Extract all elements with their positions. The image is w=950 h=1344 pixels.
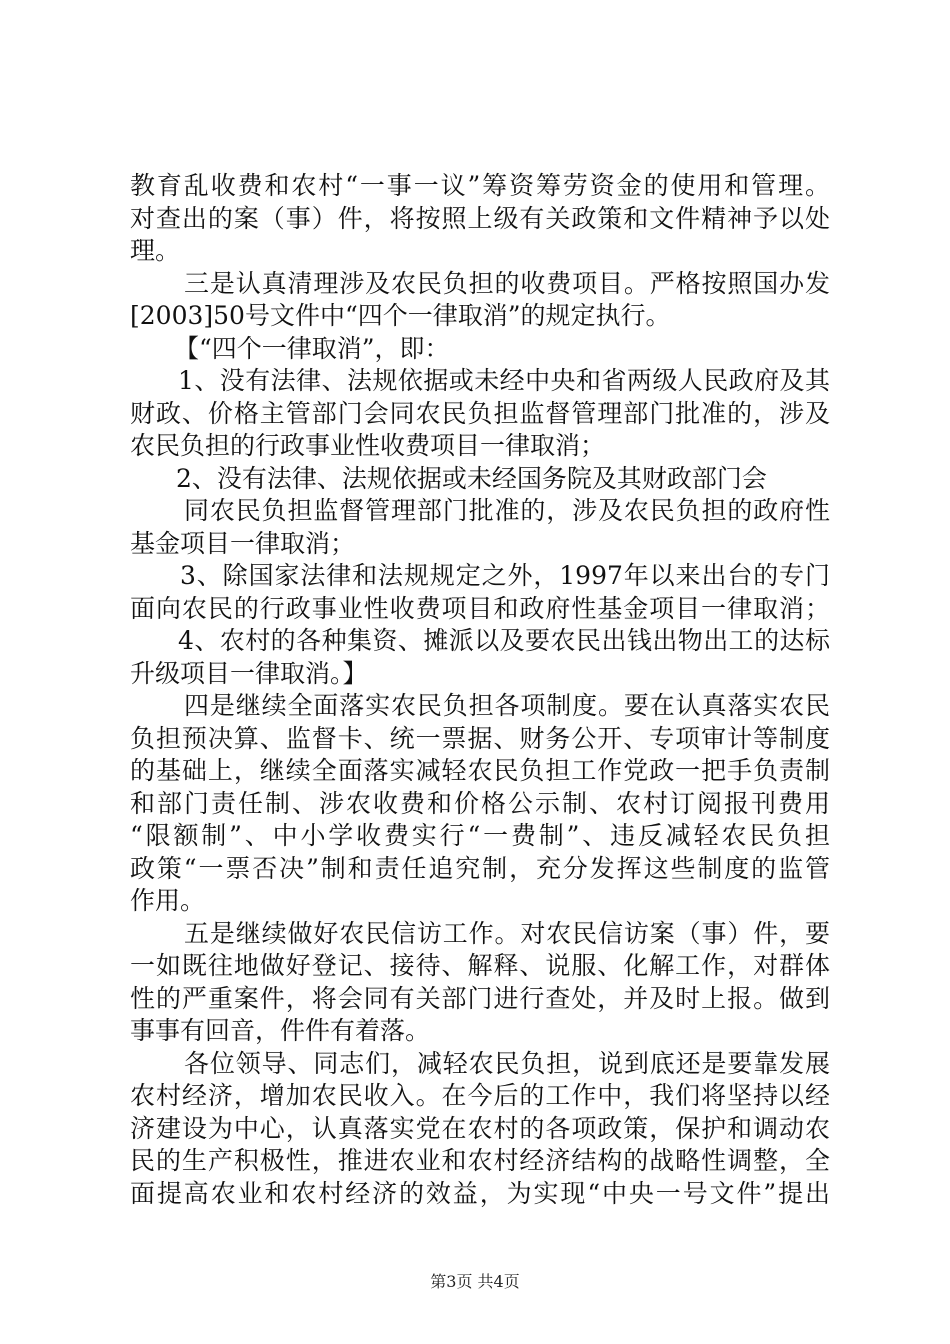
text-line: 对查出的案（事）件，将按照上级有关政策和文件精神予以处 xyxy=(130,203,830,233)
text-line: 事事有回音，件件有着落。 xyxy=(130,1016,431,1045)
text-line: 政策“一票否决”制和责任追究制，充分发挥这些制度的监管 xyxy=(130,853,830,883)
text-line: 各位领导、同志们，减轻农民负担，说到底还是要靠发展 xyxy=(184,1048,830,1078)
text-line: 五是继续做好农民信访工作。对农民信访案（事）件，要 xyxy=(184,918,830,948)
text-line: 作用。 xyxy=(130,886,206,915)
text-line: 农民负担的行政事业性收费项目一律取消； xyxy=(130,431,606,460)
text-line: 一如既往地做好登记、接待、解释、说服、化解工作，对群体 xyxy=(130,951,830,980)
text-line: 三是认真清理涉及农民负担的收费项目。严格按照国办发 xyxy=(184,268,830,298)
text-line: “限额制”、中小学收费实行“一费制”、违反减轻农民负担 xyxy=(130,821,830,850)
text-line: 农村经济，增加农民收入。在今后的工作中，我们将坚持以经 xyxy=(130,1081,830,1110)
text-line: [2003]50号文件中“四个一律取消”的规定执行。 xyxy=(130,301,671,330)
text-line: 【“四个一律取消”，即： xyxy=(174,333,450,363)
text-line: 的基础上，继续全面落实减轻农民负担工作党政一把手负责制 xyxy=(130,756,830,785)
text-line: 升级项目一律取消。】 xyxy=(130,658,368,688)
text-line: 面向农民的行政事业性收费项目和政府性基金项目一律取消； xyxy=(130,593,830,623)
text-line: 2、没有法律、法规依据或未经国务院及其财政部门会 xyxy=(176,463,767,493)
text-line: 济建设为中心，认真落实党在农村的各项政策，保护和调动农 xyxy=(130,1113,830,1143)
text-line: 面提高农业和农村经济的效益，为实现“中央一号文件”提出 xyxy=(130,1178,830,1208)
text-line: 四是继续全面落实农民负担各项制度。要在认真落实农民 xyxy=(184,691,830,720)
text-line: 4、农村的各种集资、摊派以及要农民出钱出物出工的达标 xyxy=(178,626,830,655)
text-line: 基金项目一律取消； xyxy=(130,528,356,558)
text-line: 负担预决算、监督卡、统一票据、财务公开、专项审计等制度 xyxy=(130,723,830,753)
text-line: 民的生产积极性，推进农业和农村经济结构的战略性调整，全 xyxy=(130,1146,830,1175)
text-line: 教育乱收费和农村“一事一议”筹资筹劳资金的使用和管理。 xyxy=(130,171,830,200)
page-footer: 第3页 共4页 xyxy=(430,1272,520,1291)
text-line: 同农民负担监督管理部门批准的，涉及农民负担的政府性 xyxy=(184,496,830,525)
text-line: 性的严重案件，将会同有关部门进行查处，并及时上报。做到 xyxy=(130,983,830,1013)
text-line: 理。 xyxy=(130,236,181,265)
text-line: 和部门责任制、涉农收费和价格公示制、农村订阅报刊费用 xyxy=(130,788,830,818)
text-line: 1、没有法律、法规依据或未经中央和省两级人民政府及其 xyxy=(178,366,830,395)
text-line: 3、除国家法律和法规规定之外，1997年以来出台的专门 xyxy=(180,561,830,590)
text-line: 财政、价格主管部门会同农民负担监督管理部门批准的，涉及 xyxy=(130,398,830,428)
document-body xyxy=(130,170,830,1210)
